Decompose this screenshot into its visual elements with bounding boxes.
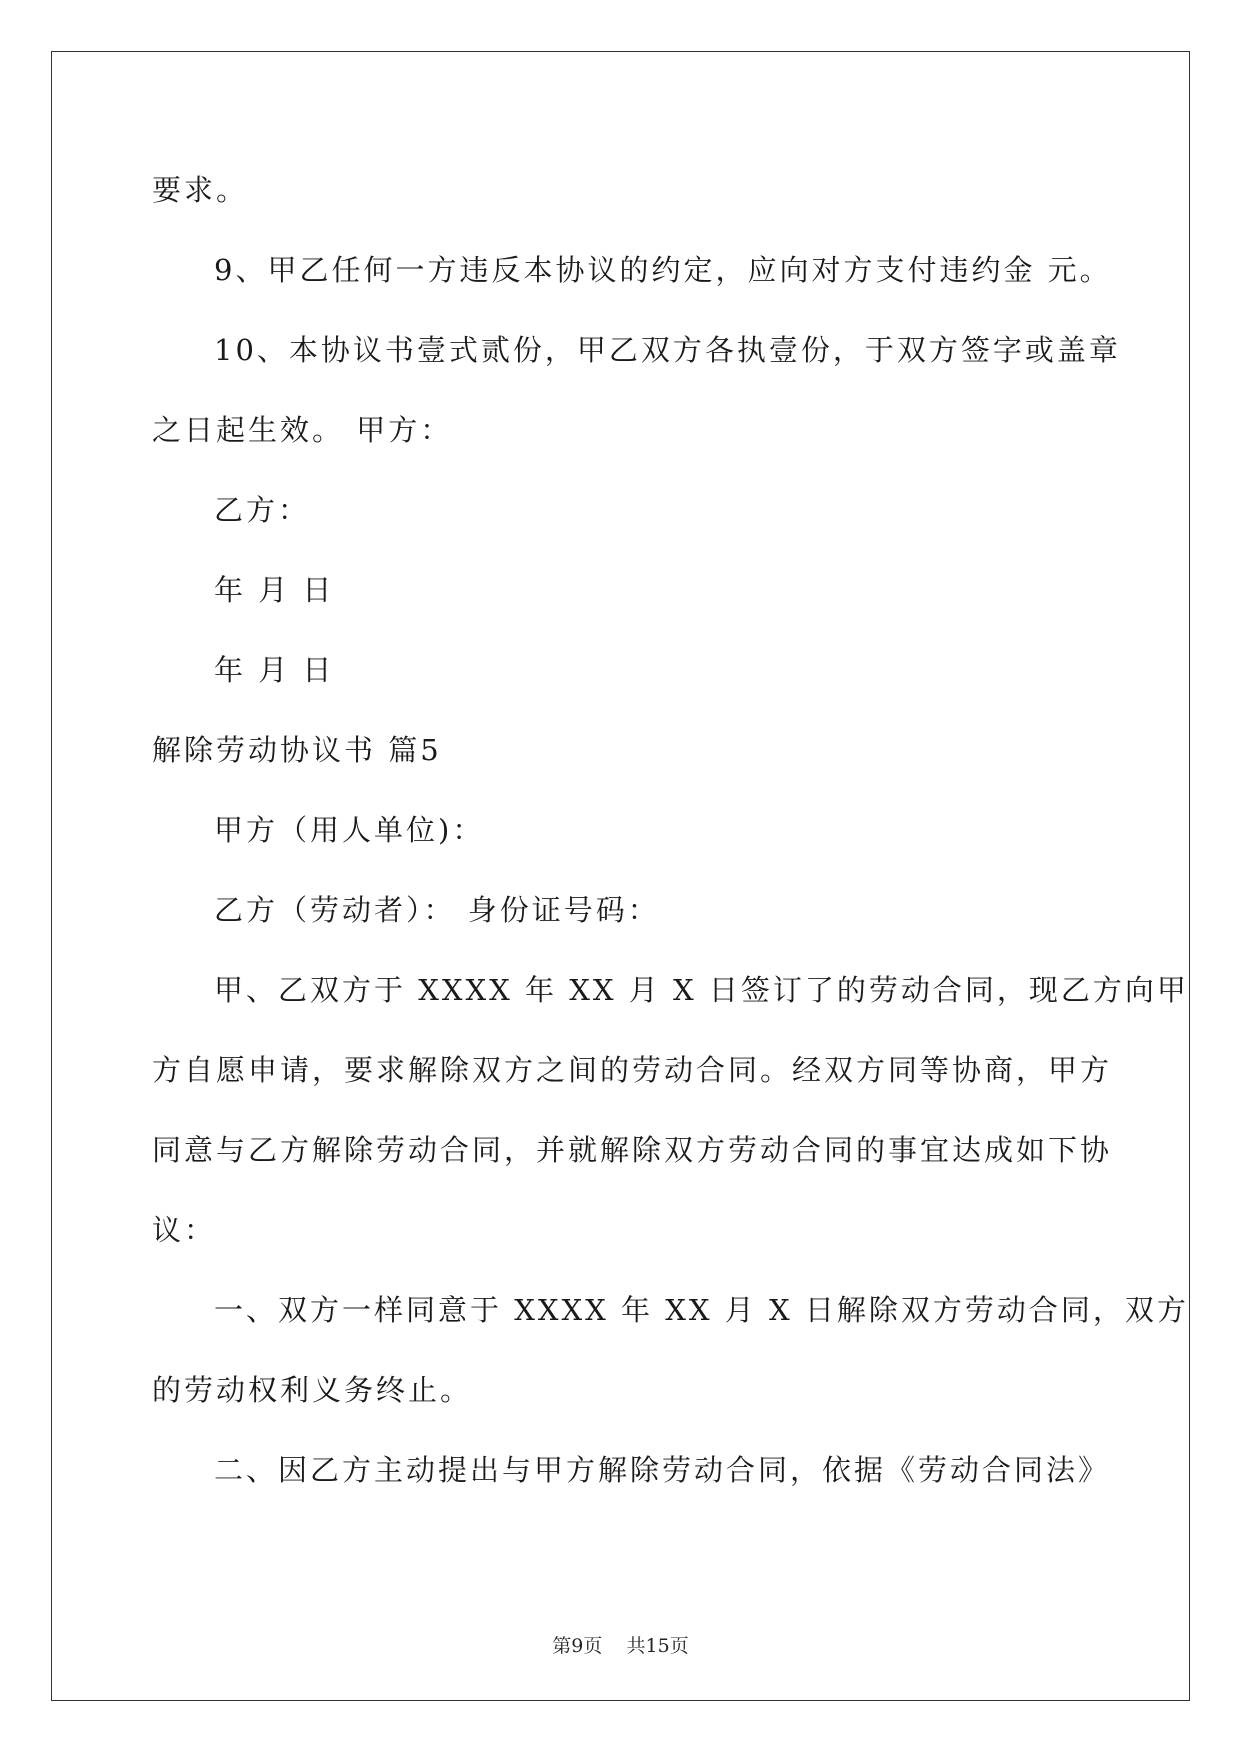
date-line: 年 月 日 bbox=[214, 653, 335, 687]
body-text-line: 方自愿申请，要求解除双方之间的劳动合同。经双方同等协商，甲方 bbox=[152, 1053, 1113, 1087]
clause-two: 二、因乙方主动提出与甲方解除劳动合同，依据《劳动合同法》 bbox=[214, 1453, 1111, 1487]
body-text-line: 要求。 bbox=[152, 173, 249, 207]
party-b-label: 乙方（劳动者）： 身份证号码： bbox=[214, 893, 660, 927]
clause-one: 一、双方一样同意于 XXXX 年 XX 月 X 日解除双方劳动合同，双方 bbox=[214, 1293, 1189, 1327]
page-footer bbox=[0, 1634, 1241, 1658]
body-text-line: 议： bbox=[152, 1213, 217, 1247]
body-text-line: 之日起生效。 甲方： bbox=[152, 413, 453, 447]
party-b-signature-label: 乙方： bbox=[214, 493, 311, 527]
clause-9: 9、甲乙任何一方违反本协议的约定，应向对方支付违约金 元。 bbox=[214, 253, 1112, 287]
body-text-line: 同意与乙方解除劳动合同，并就解除双方劳动合同的事宜达成如下协 bbox=[152, 1133, 1113, 1167]
section-heading: 解除劳动协议书 篇5 bbox=[152, 733, 442, 767]
date-line: 年 月 日 bbox=[214, 573, 335, 607]
page-number: 第9页 bbox=[552, 1635, 603, 1657]
party-a-label: 甲方（用人单位)： bbox=[214, 813, 485, 847]
page-total: 共15页 bbox=[626, 1635, 689, 1657]
clause-10: 10、本协议书壹式贰份，甲乙双方各执壹份，于双方签字或盖章 bbox=[214, 333, 1121, 367]
body-text-line: 的劳动权利义务终止。 bbox=[152, 1373, 473, 1407]
body-text-line: 甲、乙双方于 XXXX 年 XX 月 X 日签订了的劳动合同，现乙方向甲 bbox=[214, 973, 1189, 1007]
